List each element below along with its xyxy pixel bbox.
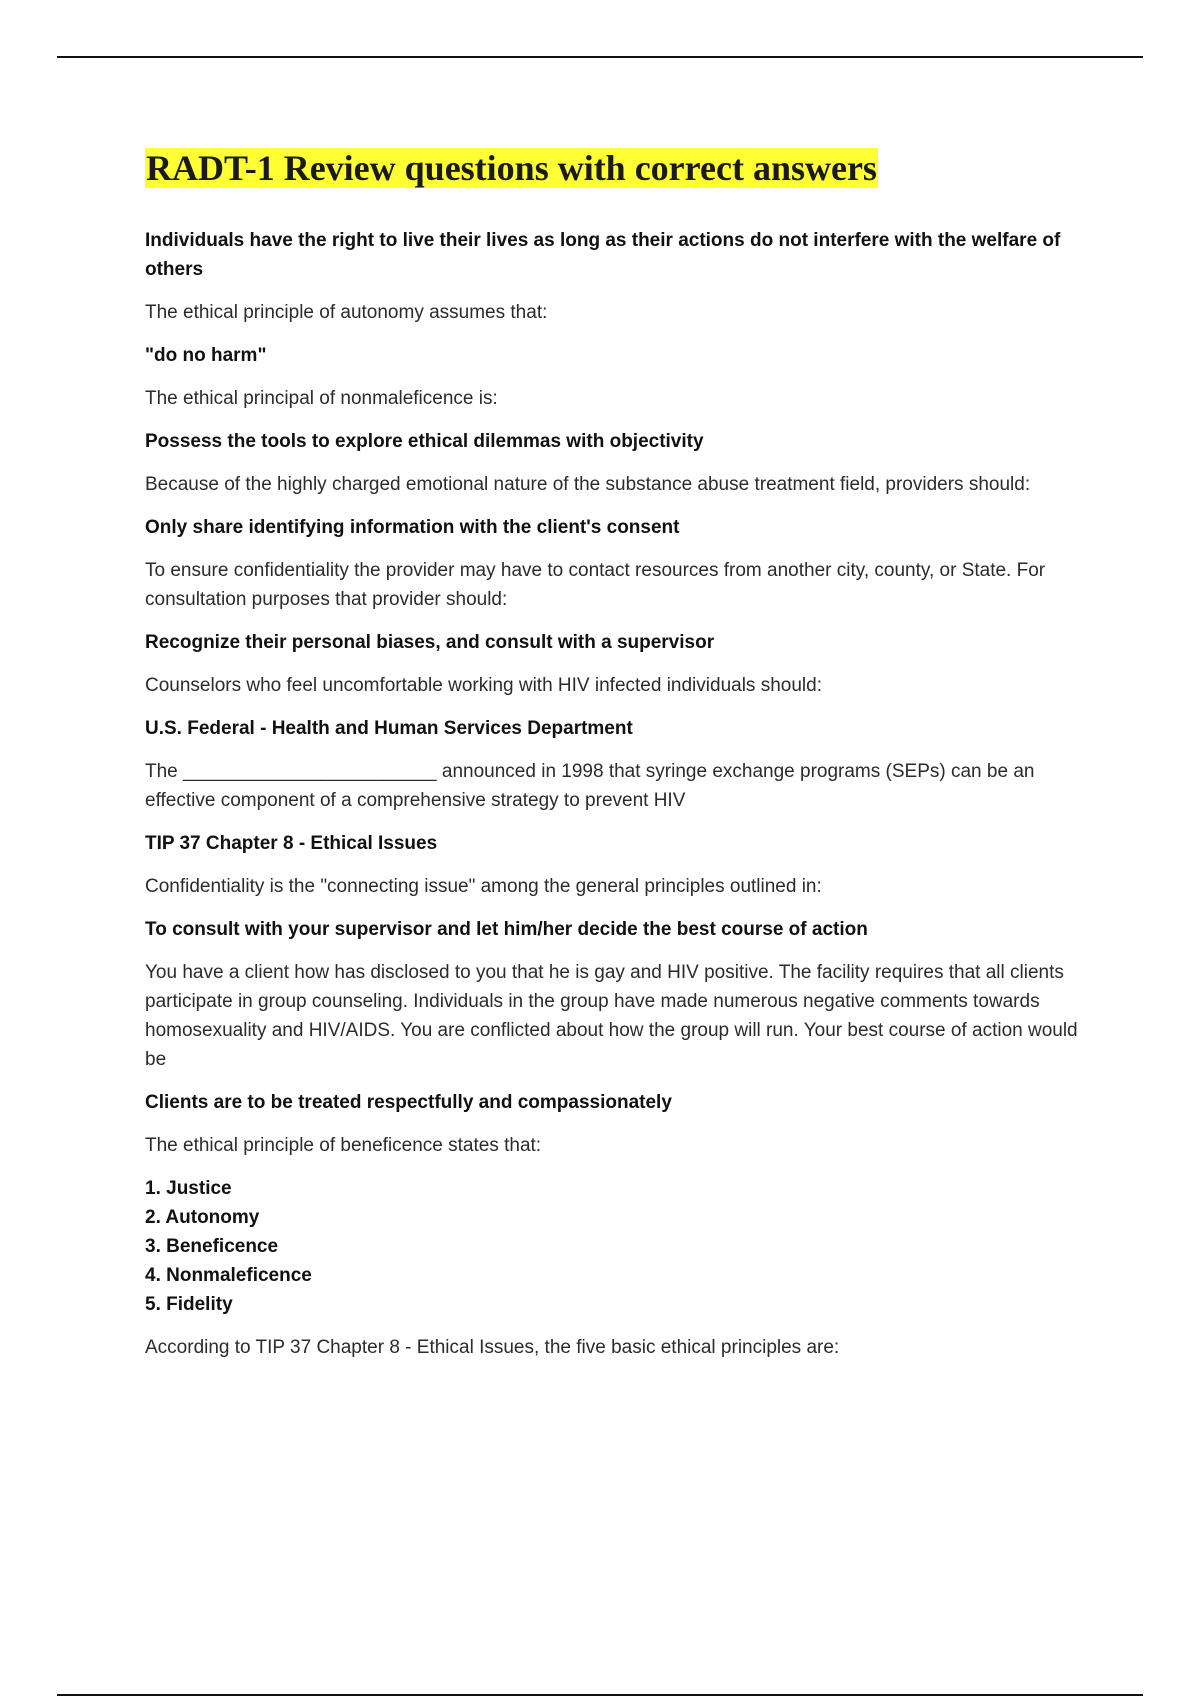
qa-item: [145, 628, 1085, 700]
document-body: [145, 144, 1085, 1376]
answer-list-item: 1. Justice: [145, 1178, 232, 1199]
page-bottom-rule: [57, 1694, 1143, 1696]
question-text: Confidentiality is the "connecting issue" among the general principles outlined in:: [145, 876, 822, 897]
question-text: Because of the highly charged emotional nature of the substance abuse treatment field, providers should:: [145, 474, 1031, 495]
answer-text: Clients are to be treated respectfully and compassionately: [145, 1092, 672, 1113]
question-text: Counselors who feel uncomfortable working with HIV infected individuals should:: [145, 675, 822, 696]
question-text: According to TIP 37 Chapter 8 - Ethical Issues, the five basic ethical principles are:: [145, 1337, 840, 1358]
answer-text: TIP 37 Chapter 8 - Ethical Issues: [145, 833, 438, 854]
qa-item: [145, 714, 1085, 815]
qa-item: [145, 829, 1085, 901]
qa-item: [145, 1088, 1085, 1160]
qa-item-principles-list: [145, 1174, 1085, 1362]
qa-item: [145, 513, 1085, 614]
answer-list-item: 5. Fidelity: [145, 1294, 233, 1315]
document-title: [145, 144, 1085, 192]
answer-text: Recognize their personal biases, and consult with a supervisor: [145, 632, 715, 653]
qa-item: [145, 427, 1085, 499]
question-text: The ________________________ announced in 1998 that syringe exchange programs (SEPs) can be an effective component of a comprehensive strategy to prevent HIV: [145, 761, 1035, 811]
answer-list: [145, 1174, 1085, 1319]
answer-list-item: 4. Nonmaleficence: [145, 1265, 312, 1286]
document-title-text: RADT-1 Review questions with correct answers: [146, 148, 877, 188]
answer-text: Individuals have the right to live their lives as long as their actions do not interfere with the welfare of others: [145, 230, 1061, 280]
qa-item: [145, 341, 1085, 413]
question-text: To ensure confidentiality the provider may have to contact resources from another city, county, or State. For consultation purposes that provider should:: [145, 560, 1046, 610]
answer-text: Only share identifying information with the client's consent: [145, 517, 680, 538]
question-text: The ethical principle of beneficence states that:: [145, 1135, 542, 1156]
answer-text: "do no harm": [145, 345, 267, 366]
answer-list-item: 2. Autonomy: [145, 1207, 260, 1228]
answer-text: Possess the tools to explore ethical dilemmas with objectivity: [145, 431, 704, 452]
qa-item: [145, 226, 1085, 327]
question-text: The ethical principal of nonmaleficence is:: [145, 388, 498, 409]
question-text: You have a client how has disclosed to you that he is gay and HIV positive. The facility requires that all clients participate in group counseling. Individuals in the group have made numerous negative comments towards homosexuality and HIV/AIDS. You are conflicted about how the group will run. Your best course of action would be: [145, 962, 1078, 1070]
qa-item: [145, 915, 1085, 1074]
answer-text: U.S. Federal - Health and Human Services Department: [145, 718, 633, 739]
page-top-rule: [57, 56, 1143, 58]
question-text: The ethical principle of autonomy assumes that:: [145, 302, 548, 323]
answer-list-item: 3. Beneficence: [145, 1236, 279, 1257]
answer-text: To consult with your supervisor and let him/her decide the best course of action: [145, 919, 868, 940]
